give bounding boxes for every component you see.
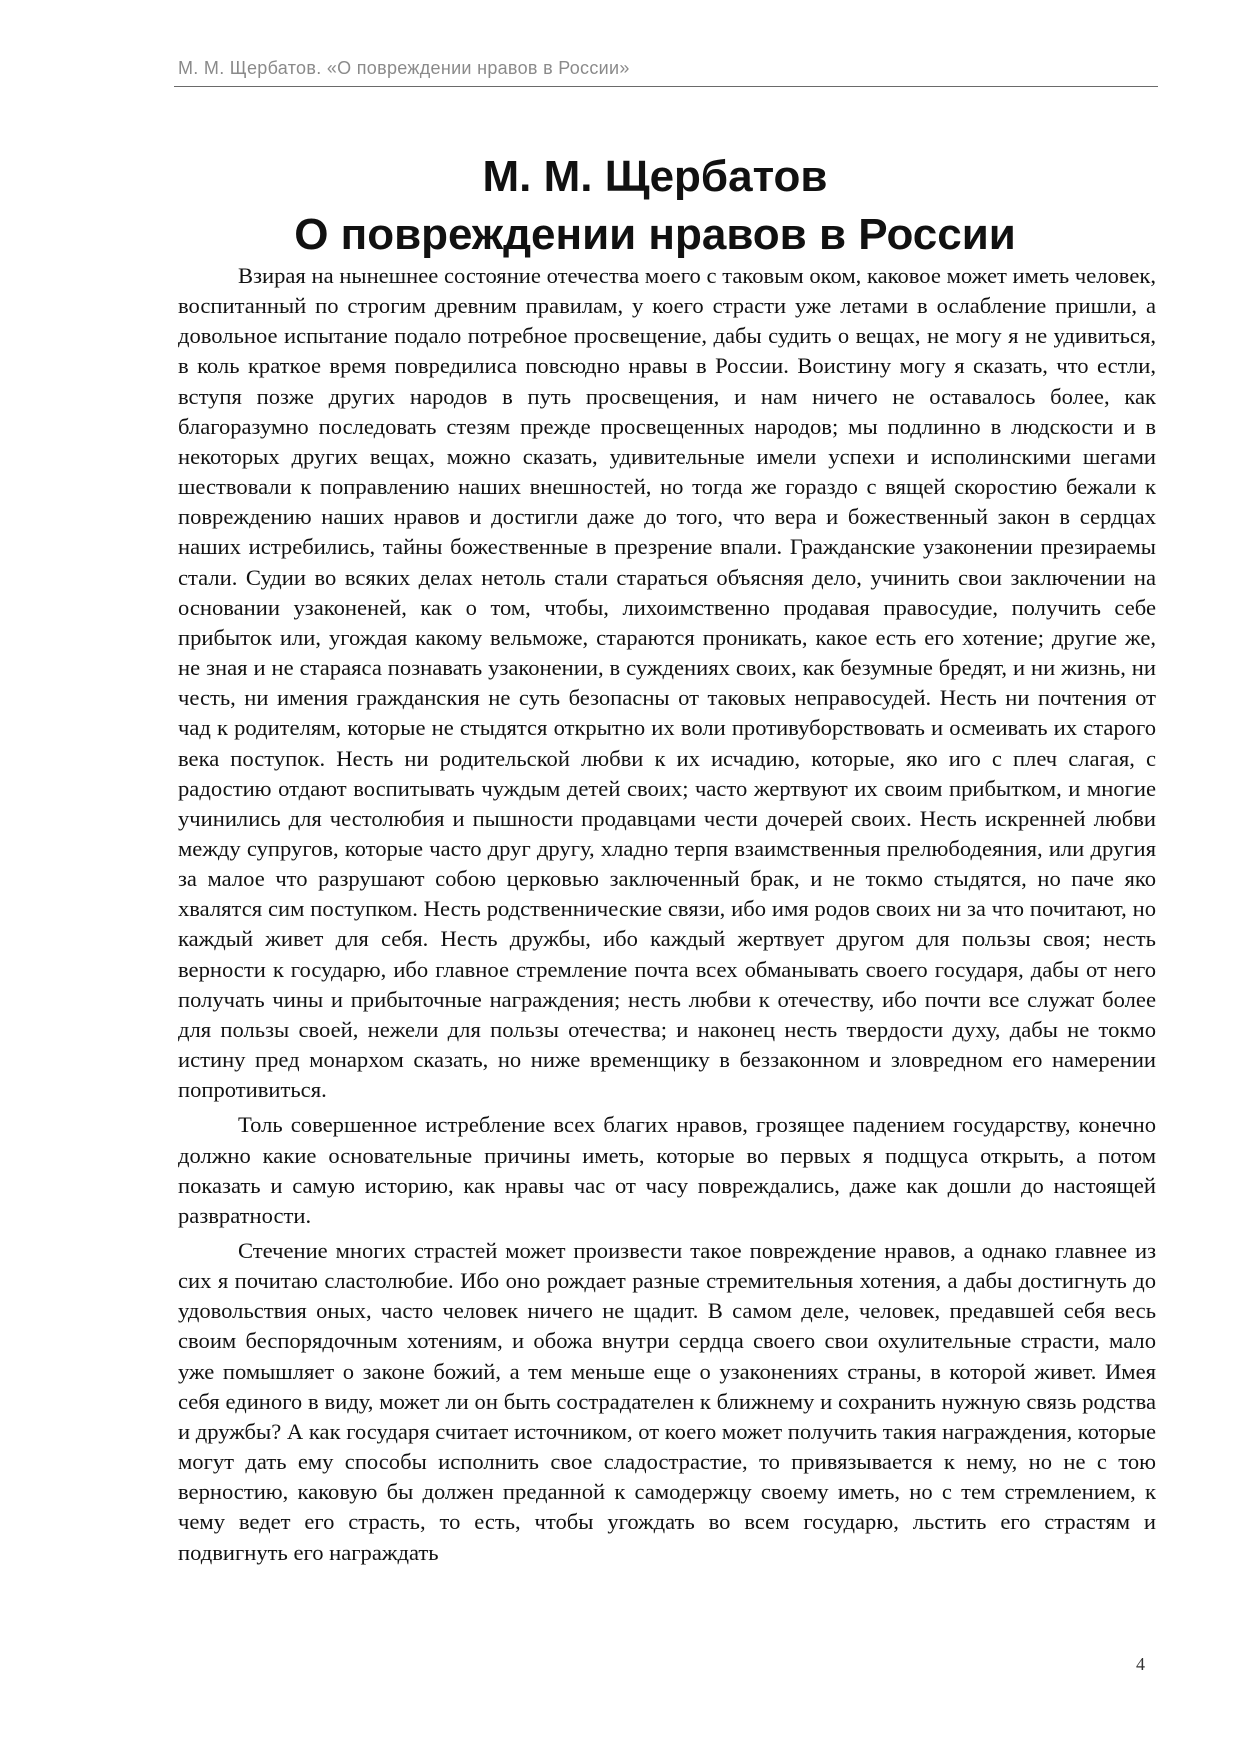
- body-text: [178, 261, 1156, 1573]
- title-work: О повреждении нравов в России: [294, 210, 1016, 259]
- paragraph: Толь совершенное истребление всех благих нравов, грозящее падением государству, конечно должно какие основательные причины иметь, которые во первых я подщуса открыть, а потом показать и самую историю, как нравы час от часу повреждались, даже как дошли до настоящей развратности.: [178, 1112, 1156, 1228]
- document-title: [150, 148, 1160, 264]
- running-header: М. М. Щербатов. «О повреждении нравов в России»: [178, 58, 630, 78]
- page-number: 4: [1136, 1654, 1145, 1674]
- paragraph: Взирая на нынешнее состояние отечества моего с таковым оком, каковое может иметь человек, воспитанный по строгим древним правилам, у коего страсти уже летами в ослабление пришли, а довольное испытание подало потребное просвещение, дабы судить о вещах, не могу я не удивиться, в коль краткое время повредилиса повсюдно нравы в России. Воистину могу я сказать, что естли, вступя позже других народов в путь просвещения, и нам ничего не оставалось более, как благоразумно последовать стезям прежде просвещенных народов; мы подлинно в людскости и в некоторых других вещах, можно сказать, удивительные имели успехи и исполинскими шегами шествовали к поправлению наших внешностей, но тогда же гораздо с вящей скоростию бежали к повреждению наших нравов и достигли даже до того, что вера и божественный закон в сердцах наших истребились, тайны божественные в презрение впали. Гражданские узаконении презираемы стали. Судии во всяких делах нетоль стали стараться объясняя дело, учинить свои заключении на основании узаконеней, как о том, чтобы, лихоимственно продавая правосудие, получить себе прибыток или, угождая какому вельможе, стараются проникать, какое есть его хотение; другие же, не зная и не стараяса познавать узаконении, в суждениях своих, как безумные бредят, и ни жизнь, ни честь, ни имения гражданския не суть безопасны от таковых неправосудей. Несть ни почтения от чад к родителям, которые не стыдятся открытно их воли противуборствовать и осмеивать их старого века поступок. Несть ни родительской любви к их исчадию, которые, яко иго с плеч слагая, с радостию отдают воспитывать чуждым детей своих; часто жертвуют их своим прибытком, и многие учинились для честолюбия и пышности продавцами чести дочерей своих. Несть искренней любви между супругов, которые часто друг другу, хладно терпя взаимственныя прелюбодеяния, или другия за малое что разрушают собою церковью заключенный брак, и не токмо стыдятся, но паче яко хвалятся сим поступком. Несть родственнические связи, ибо имя родов своих ни за что почитают, но каждый живет для себя. Несть дружбы, ибо каждый жертвует другом для пользы своя; несть верности к государю, ибо главное стремление почта всех обманывать своего государя, дабы от него получать чины и прибыточные награждения; несть любви к отечеству, ибо почти все служат более для пользы своей, нежели для пользы отечества; и наконец несть твердости духу, дабы не токмо истину пред монархом сказать, но ниже временщику в беззаконном и зловредном его намерении попротивиться.: [178, 263, 1156, 1103]
- paragraph: Стечение многих страстей может произвести такое повреждение нравов, а однако главнее из сих я почитаю сластолюбие. Ибо оно рождает разные стремительныя хотения, а дабы достигнуть до удовольствия оных, часто человек ничего не щадит. В самом деле, человек, предавшей себя весь своим беспорядочным хотениям, и обожа внутри сердца своего свои охулительные страсти, мало уже помышляет о законе божий, а тем меньше еще о узаконениях страны, в которой живет. Имея себя единого в виду, может ли он быть сострадателен к ближнему и сохранить нужную связь родства и дружбы? А как государя считает источником, от коего может получить такия награждения, которые могут дать ему способы исполнить свое сладострастие, то привязывается к нему, но не с тою верностию, каковую бы должен преданной к самодержцу своему иметь, но с тем стремлением, к чему ведет его страсть, то есть, чтобы угождать во всем государю, льстить его страстям и подвигнуть его награждать: [178, 1238, 1156, 1565]
- title-author: М. М. Щербатов: [482, 152, 828, 201]
- header-rule: [174, 86, 1158, 87]
